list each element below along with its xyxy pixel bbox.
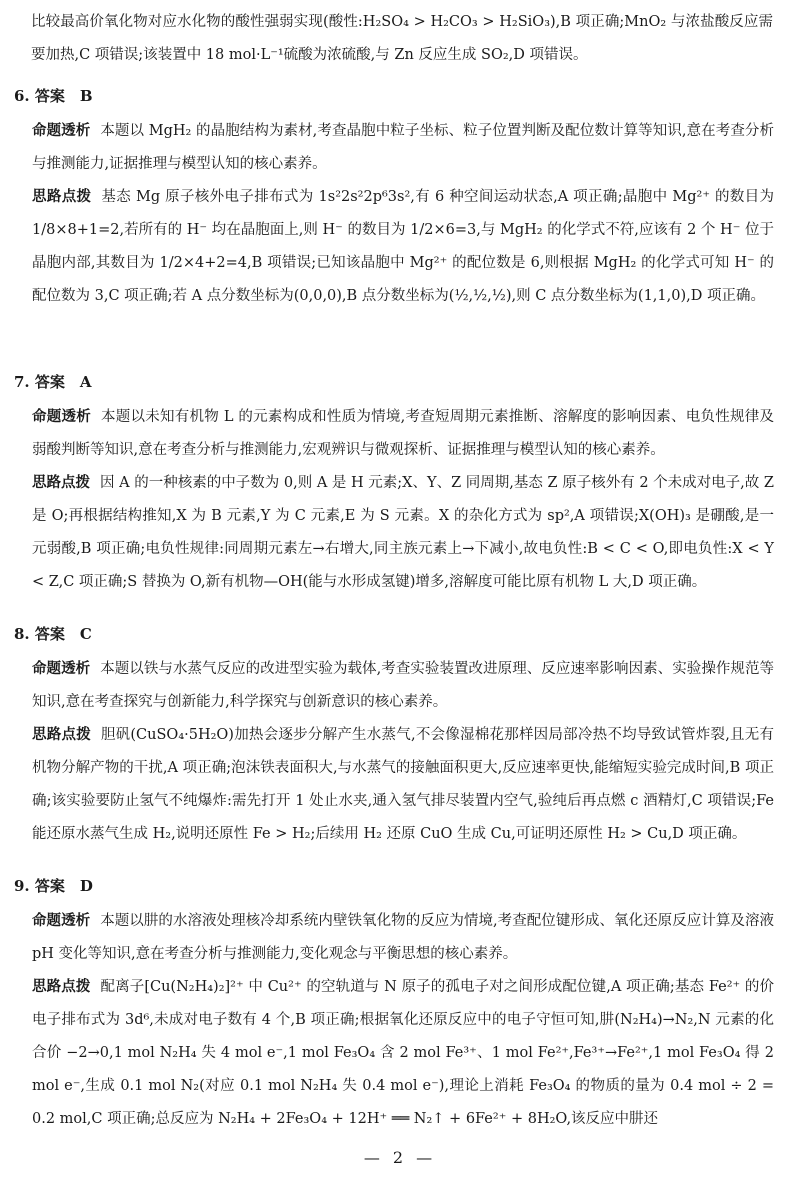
q8-intent [32, 652, 774, 719]
q8-analysis-text: 胆矾(CuSO₄·5H₂O)加热会逐步分解产生水蒸气,不会像湿棉花那样因局部冷热不均导致试管炸裂,且无有机物分解产物的干扰,A 项正确;泡沫铁表面积大,与水蒸气的接触面积更大,反应速率更快,能缩短实验完成时间,B 项正确;该实验要防止氢气不纯爆炸:需先打开 1 处止水夹,通入氢气排尽装置内空气,验纯后再点燃 c 酒精灯,C 项错误;Fe 能还原水蒸气生成 H₂,说明还原性 Fe > H₂;后续用 H₂ 还原 CuO 生成 Cu,可证明还原性 H₂ > Cu,D 项正确。 [32, 727, 775, 842]
q7-intent-text: 本题以未知有机物 L 的元素构成和性质为情境,考查短周期元素推断、溶解度的影响因素、电负性规律及弱酸判断等知识,意在考查分析与推测能力,宏观辨识与微观探析、证据推理与模型认知的核心素养。 [32, 409, 775, 458]
q6-analysis-label: 思路点拨 [32, 188, 92, 205]
q8-analysis [32, 718, 774, 851]
continued-paragraph [31, 6, 773, 72]
q9-intent-text: 本题以肼的水溶液处理核冷却系统内壁铁氧化物的反应为情境,考查配位键形成、氧化还原反应计算及溶液 pH 变化等知识,意在考查分析与推测能力,变化观念与平衡思想的核心素养。 [32, 913, 775, 962]
q6-intent [32, 114, 774, 181]
q7-analysis-label: 思路点拨 [32, 474, 91, 491]
q8-heading: 8. 答案 C [14, 625, 92, 643]
q6-heading: 6. 答案 B [14, 87, 93, 105]
q6-analysis [32, 180, 774, 313]
q7-analysis-text: 因 A 的一种核素的中子数为 0,则 A 是 H 元素;X、Y、Z 同周期,基态 Z 原子核外有 2 个未成对电子,故 Z 是 O;再根据结构推知,X 为 B 元素,Y 为 C 元素,E 为 S 元素。X 的杂化方式为 sp²,A 项错误;X(OH)₃ 是硼酸,是一元弱酸,B 项正确;电负性规律:同周期元素左→右增大,同主族元素上→下减小,故电负性:B < C < O,即电负性:X < Y < Z,C 项正确;S 替换为 O,新有机物—OH(能与水形成氢键)增多,溶解度可能比原有机物 L 大,D 项正确。 [32, 475, 774, 590]
q6-intent-label: 命题透析 [32, 122, 91, 139]
q9-heading: 9. 答案 D [14, 877, 93, 895]
q9-analysis [32, 970, 774, 1136]
q8-intent-text: 本题以铁与水蒸气反应的改进型实验为载体,考查实验装置改进原理、反应速率影响因素、实验操作规范等知识,意在考查探究与创新能力,科学探究与创新意识的核心素养。 [32, 661, 775, 710]
q7-analysis [32, 466, 774, 599]
q6-analysis-text: 基态 Mg 原子核外电子排布式为 1s²2s²2p⁶3s²,有 6 种空间运动状态,A 项正确;晶胞中 Mg²⁺ 的数目为 1/8×8+1=2,若所有的 H⁻ 均在晶胞面上,则 H⁻ 的数目为 1/2×6=3,与 MgH₂ 的化学式不符,应该有 2 个 H⁻ 位于晶胞内部,其数目为 1/2×4+2=4,B 项错误;已知该晶胞中 Mg²⁺ 的配位数是 6,则根据 MgH₂ 的化学式可知 H⁻ 的配位数为 3,C 项正确;若 A 点分数坐标为(0,0,0),B 点分数坐标为(½,½,½),则 C 点分数坐标为(1,1,0),D 项正确。 [32, 189, 775, 304]
q9-intent [32, 904, 774, 971]
q9-intent-label: 命题透析 [32, 912, 91, 929]
q7-intent [32, 400, 774, 467]
q8-analysis-label: 思路点拨 [32, 726, 91, 743]
page-number: — 2 — [363, 1148, 437, 1167]
q9-analysis-label: 思路点拨 [32, 978, 91, 995]
continued-text: 比较最高价氧化物对应水化物的酸性强弱实现(酸性:H₂SO₄ > H₂CO₃ > H₂SiO₃),B 项正确;MnO₂ 与浓盐酸反应需要加热,C 项错误;该装置中 18 mol·L⁻¹硫酸为浓硫酸,与 Zn 反应生成 SO₂,D 项错误。 [31, 14, 773, 63]
q6-intent-text: 本题以 MgH₂ 的晶胞结构为素材,考查晶胞中粒子坐标、粒子位置判断及配位数计算等知识,意在考查分析与推测能力,证据推理与模型认知的核心素养。 [32, 123, 774, 172]
q7-intent-label: 命题透析 [32, 408, 92, 425]
q7-heading: 7. 答案 A [14, 373, 92, 391]
q9-analysis-text: 配离子[Cu(N₂H₄)₂]²⁺ 中 Cu²⁺ 的空轨道与 N 原子的孤电子对之间形成配位键,A 项正确;基态 Fe²⁺ 的价电子排布式为 3d⁶,未成对电子数有 4 个,B 项正确;根据氧化还原反应中的电子守恒可知,肼(N₂H₄)→N₂,N 元素的化合价 −2→0,1 mol N₂H₄ 失 4 mol e⁻,1 mol Fe₃O₄ 含 2 mol Fe³⁺、1 mol Fe²⁺,Fe³⁺→Fe²⁺,1 mol Fe₃O₄ 得 2 mol e⁻,生成 0.1 mol N₂(对应 0.1 mol N₂H₄ 失 0.4 mol e⁻),理论上消耗 Fe₃O₄ 的物质的量为 0.4 mol ÷ 2 = 0.2 mol,C 项正确;总反应为 N₂H₄ + 2Fe₃O₄ + 12H⁺ ══ N₂↑ + 6Fe²⁺ + 8H₂O,该反应中肼还 [32, 979, 775, 1127]
q8-intent-label: 命题透析 [32, 660, 91, 677]
